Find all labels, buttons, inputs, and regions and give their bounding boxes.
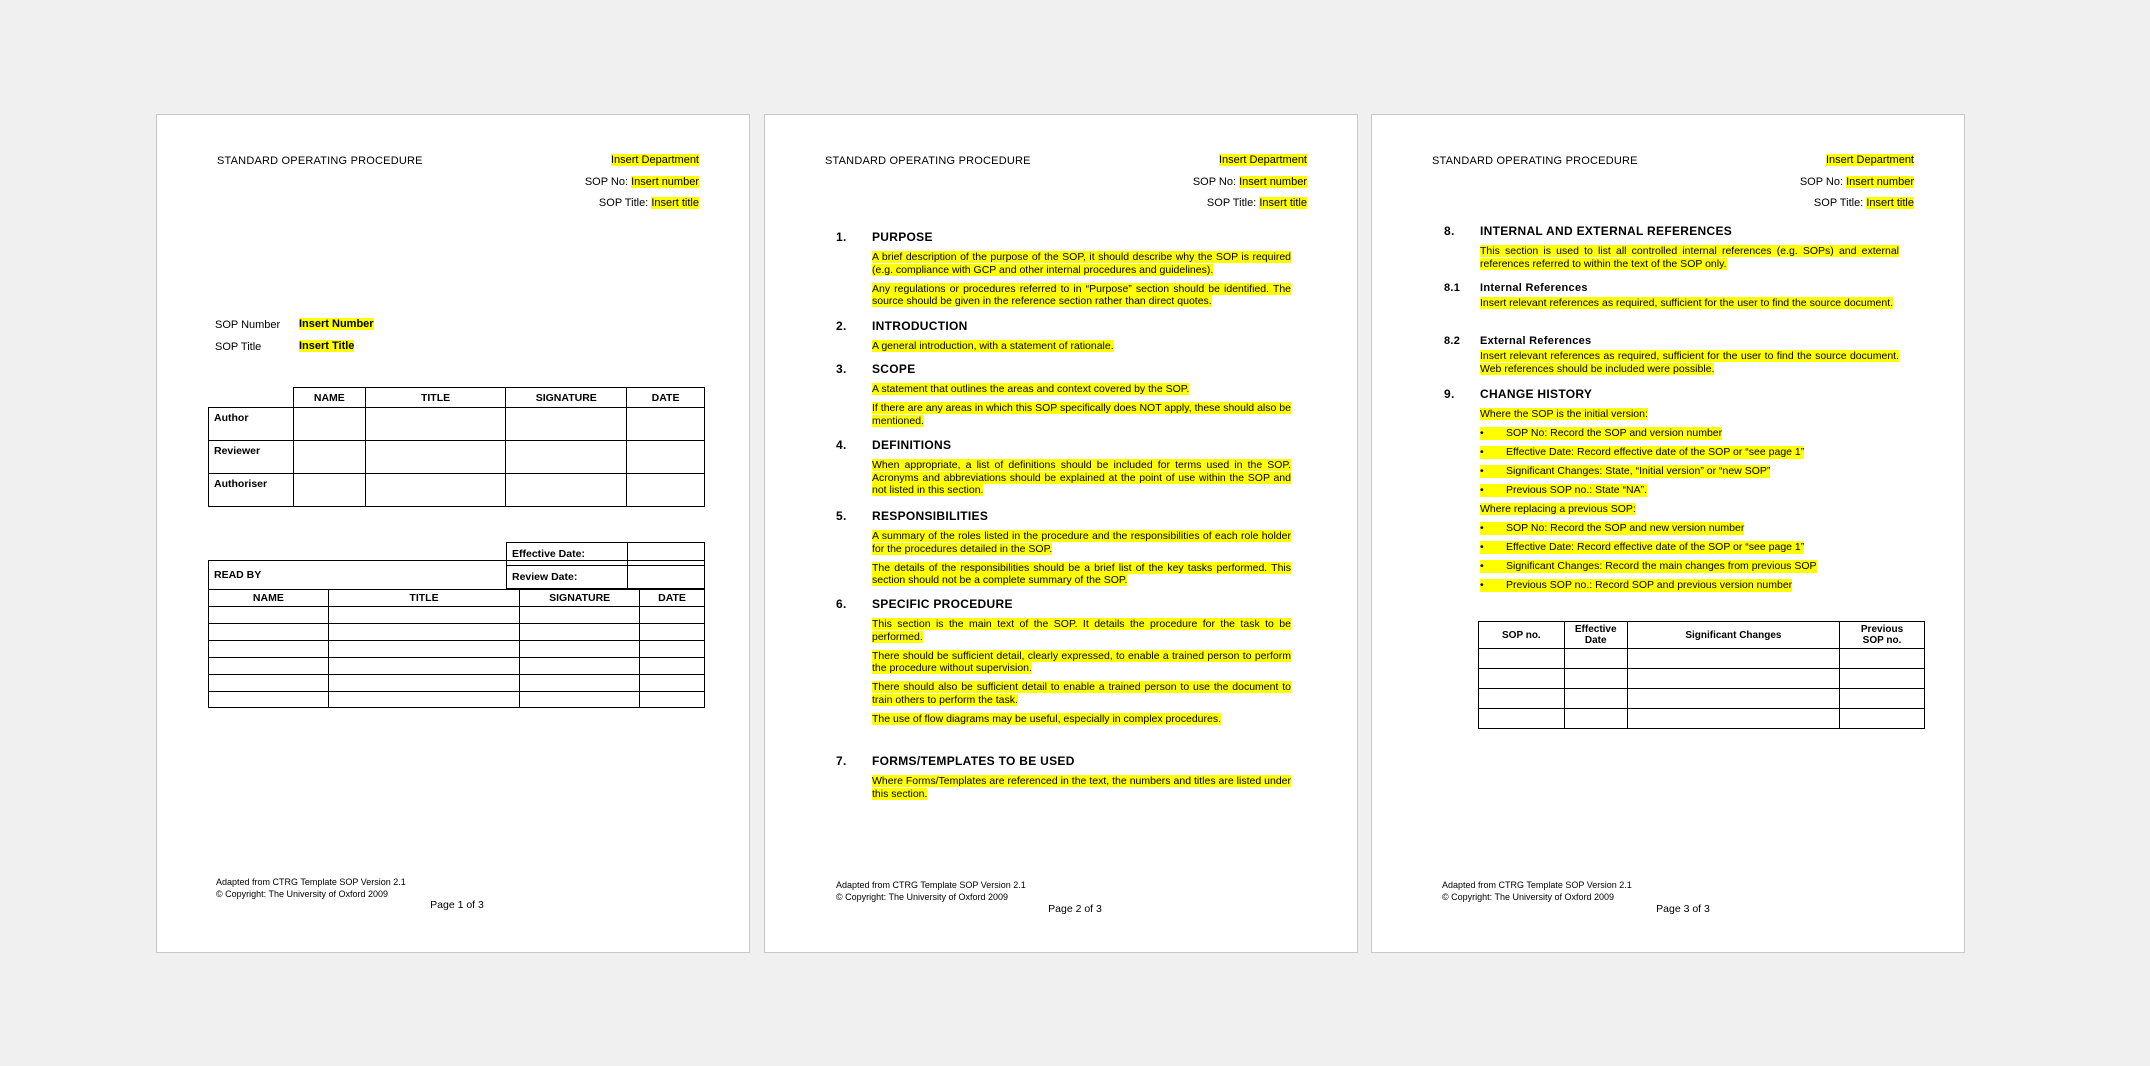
sop-title-field: Insert title (651, 197, 699, 209)
cell[interactable] (209, 624, 329, 641)
paragraph: When appropriate, a list of definitions should be included for terms used in the SOP. Acronyms and abbreviations should be explained at the point of use within the SOP and not listed in this section. (872, 459, 1291, 496)
department-field: Insert Department (1218, 154, 1307, 166)
bullet-icon: • (1480, 579, 1484, 591)
cell[interactable] (1479, 709, 1565, 729)
table-row (209, 675, 705, 692)
cell[interactable] (627, 474, 705, 507)
cell[interactable] (328, 692, 520, 708)
section-title: DEFINITIONS (872, 438, 952, 452)
row-label-author: Author (209, 408, 294, 441)
cell[interactable] (328, 658, 520, 675)
table-row (209, 624, 705, 641)
section-title: RESPONSIBILITIES (872, 509, 989, 523)
table-row (1479, 709, 1925, 729)
sop-title-label: SOP Title: (598, 197, 649, 209)
section-title: PURPOSE (872, 230, 933, 244)
cell[interactable] (520, 675, 640, 692)
section-title: INTERNAL AND EXTERNAL REFERENCES (1480, 224, 1733, 238)
cell[interactable] (627, 408, 705, 441)
list-item-text: Significant Changes: Record the main changes from previous SOP (1506, 560, 1817, 572)
sop-title-label: SOP Title: (1813, 197, 1864, 209)
sop-title-field: Insert title (1866, 197, 1914, 209)
read-by-table (208, 560, 705, 708)
list-item (1480, 427, 1722, 440)
section-number: 9. (1444, 387, 1455, 401)
section-purpose (836, 230, 1291, 314)
table-row (1479, 669, 1925, 689)
list-item (1480, 579, 1792, 592)
cell[interactable] (1840, 689, 1925, 709)
col-name: NAME (209, 590, 329, 607)
section-responsibilities (836, 509, 1291, 593)
list-item (1480, 465, 1770, 478)
page-1 (156, 114, 750, 953)
page-3 (1371, 114, 1965, 953)
section-title: INTRODUCTION (872, 319, 968, 333)
section-number: 6. (836, 597, 847, 611)
footer-adapted: Adapted from CTRG Template SOP Version 2.1 (1442, 880, 1632, 890)
cell[interactable] (506, 474, 627, 507)
section-change-history (1444, 387, 1899, 598)
paragraph: This section is the main text of the SOP. It details the procedure for the task to be performed. (872, 618, 1291, 643)
page-number: Page 1 of 3 (430, 899, 484, 911)
cell[interactable] (1479, 689, 1565, 709)
section-title: Internal References (1480, 282, 1588, 294)
section-references (1444, 224, 1899, 277)
table-row (209, 607, 705, 624)
bullet-icon: • (1480, 560, 1484, 572)
cell[interactable] (209, 658, 329, 675)
section-forms-templates (836, 754, 1291, 807)
bullet-icon: • (1480, 484, 1484, 496)
cell[interactable] (640, 675, 705, 692)
cell[interactable] (1479, 649, 1565, 669)
doc-header-info (585, 150, 699, 215)
cell[interactable] (1479, 669, 1565, 689)
cell[interactable] (209, 607, 329, 624)
sop-no-label: SOP No: (584, 175, 629, 188)
bullet-icon: • (1480, 465, 1484, 477)
section-external-references (1444, 334, 1899, 382)
cell[interactable] (520, 624, 640, 641)
col-effective-date: Effective Date (1564, 622, 1627, 649)
footer-credits (836, 879, 1026, 903)
cell[interactable] (640, 658, 705, 675)
cell[interactable] (209, 692, 329, 708)
cell[interactable] (520, 607, 640, 624)
change-history-table (1478, 621, 1925, 729)
bullet-list-initial (1444, 427, 1899, 497)
cell[interactable] (506, 408, 627, 441)
page-number: Page 2 of 3 (1048, 903, 1102, 915)
review-date-label: Review Date: (507, 566, 628, 589)
paragraph: This section is used to list all controlled internal references (e.g. SOPs) and external references referred to within the text of the SOP only. (1480, 245, 1899, 270)
col-name: NAME (293, 388, 365, 408)
section-specific-procedure (836, 597, 1291, 732)
cell[interactable] (293, 441, 365, 474)
section-number: 2. (836, 319, 847, 333)
paragraph: Where Forms/Templates are referenced in the text, the numbers and titles are listed under this section. (872, 775, 1291, 800)
page-2 (764, 114, 1358, 953)
col-significant-changes: Significant Changes (1627, 622, 1839, 649)
list-item (1480, 541, 1804, 554)
bullet-icon: • (1480, 446, 1484, 458)
sop-no-label: SOP No: (1192, 175, 1237, 188)
footer-credits (216, 876, 406, 900)
list-item-text: Effective Date: Record effective date of the SOP or “see page 1” (1506, 446, 1805, 458)
footer-adapted: Adapted from CTRG Template SOP Version 2.1 (216, 877, 406, 887)
page-number: Page 3 of 3 (1656, 903, 1710, 915)
list-item (1480, 560, 1817, 573)
footer-adapted: Adapted from CTRG Template SOP Version 2.1 (836, 880, 1026, 890)
paragraph: Any regulations or procedures referred to in “Purpose” section should be identified. The source should be given in the reference section rather than direct quotes. (872, 282, 1291, 307)
sop-title-field: Insert title (1259, 197, 1307, 209)
cell[interactable] (640, 692, 705, 708)
col-sop-no: SOP no. (1479, 622, 1565, 649)
cell[interactable] (1627, 689, 1839, 709)
col-date: DATE (627, 388, 705, 408)
approval-table (208, 387, 705, 507)
sop-title-label: SOP Title: (1206, 197, 1257, 209)
read-by-title: READ BY (209, 561, 705, 590)
section-number: 1. (836, 230, 847, 244)
col-date: DATE (640, 590, 705, 607)
paragraph: A summary of the roles listed in the procedure and the responsibilities of each role holder for the procedures detailed in the SOP. (872, 530, 1291, 555)
list-item (1480, 484, 1647, 497)
table-row (209, 641, 705, 658)
section-number: 3. (836, 362, 847, 376)
cell[interactable] (1627, 649, 1839, 669)
list-item-text: Effective Date: Record effective date of the SOP or “see page 1” (1506, 541, 1805, 553)
cell[interactable] (627, 441, 705, 474)
section-title: CHANGE HISTORY (1480, 387, 1593, 401)
sop-no-label: SOP No: (1799, 175, 1844, 188)
sop-no-field: Insert number (1239, 175, 1307, 188)
section-internal-references (1444, 281, 1899, 316)
col-signature: SIGNATURE (506, 388, 627, 408)
sop-title-label-p1: SOP Title (215, 341, 262, 353)
cell[interactable] (1840, 649, 1925, 669)
bullet-icon: • (1480, 427, 1484, 439)
row-label-reviewer: Reviewer (209, 441, 294, 474)
effective-date-label: Effective Date: (507, 543, 628, 566)
cell[interactable] (1840, 669, 1925, 689)
section-scope (836, 362, 1291, 434)
col-signature: SIGNATURE (520, 590, 640, 607)
table-row (209, 474, 705, 507)
bullet-list-replacing (1444, 522, 1899, 592)
cell[interactable] (328, 641, 520, 658)
paragraph: The use of flow diagrams may be useful, especially in complex procedures. (872, 712, 1222, 725)
cell[interactable] (1627, 669, 1839, 689)
sop-no-field: Insert number (1846, 175, 1914, 188)
doc-header-title: STANDARD OPERATING PROCEDURE (217, 155, 423, 167)
paragraph: The details of the responsibilities should be a brief list of the key tasks performed. This section should not be a complete summary of the SOP. (872, 561, 1291, 586)
section-title: External References (1480, 335, 1592, 347)
cell[interactable] (328, 624, 520, 641)
col-previous-sop-no: Previous SOP no. (1840, 622, 1925, 649)
cell[interactable] (293, 474, 365, 507)
footer-copyright: © Copyright: The University of Oxford 2009 (1442, 892, 1615, 902)
cell[interactable] (328, 607, 520, 624)
section-introduction (836, 319, 1291, 359)
doc-header-info (1193, 150, 1307, 215)
department-field: Insert Department (610, 154, 699, 166)
cell[interactable] (520, 641, 640, 658)
bullet-icon: • (1480, 541, 1484, 553)
cell[interactable] (293, 408, 365, 441)
table-row (1479, 689, 1925, 709)
cell[interactable] (1564, 709, 1627, 729)
paragraph: A brief description of the purpose of the SOP, it should describe why the SOP is required (e.g. compliance with GCP and other internal procedures and guidelines). (872, 251, 1291, 276)
paragraph: If there are any areas in which this SOP specifically does NOT apply, these should also be mentioned. (872, 402, 1291, 427)
footer-copyright: © Copyright: The University of Oxford 2009 (216, 889, 389, 899)
footer-credits (1442, 879, 1632, 903)
paragraph: There should be sufficient detail, clearly expressed, to enable a trained person to perform the procedure without supervision. (872, 649, 1291, 674)
cell[interactable] (1564, 689, 1627, 709)
sop-title-value-p1: Insert Title (299, 340, 355, 352)
list-item (1480, 446, 1804, 459)
sop-number-label: SOP Number (215, 319, 281, 331)
sop-no-field: Insert number (631, 175, 699, 188)
list-item-text: Previous SOP no.: Record SOP and previous version number (1506, 579, 1793, 591)
paragraph: Where replacing a previous SOP: (1480, 503, 1636, 515)
cell[interactable] (1627, 709, 1839, 729)
section-number: 8.1 (1444, 282, 1461, 294)
cell[interactable] (209, 675, 329, 692)
list-item-text: Significant Changes: State, “Initial version” or “new SOP” (1506, 465, 1771, 477)
list-item (1480, 522, 1744, 535)
doc-header-title: STANDARD OPERATING PROCEDURE (1432, 155, 1638, 167)
col-title: TITLE (365, 388, 506, 408)
cell[interactable] (209, 641, 329, 658)
section-number: 4. (836, 438, 847, 452)
section-number: 7. (836, 754, 847, 768)
table-row (209, 408, 705, 441)
paragraph: A statement that outlines the areas and context covered by the SOP. (872, 383, 1190, 395)
doc-header-title: STANDARD OPERATING PROCEDURE (825, 155, 1031, 167)
table-row (209, 658, 705, 675)
section-number: 8. (1444, 224, 1455, 238)
cell[interactable] (1564, 669, 1627, 689)
sop-number-value: Insert Number (299, 318, 374, 330)
cell[interactable] (520, 692, 640, 708)
list-item-text: SOP No: Record the SOP and version number (1506, 427, 1723, 439)
cell[interactable] (1564, 649, 1627, 669)
cell[interactable] (506, 441, 627, 474)
doc-header-info (1800, 150, 1914, 215)
paragraph: Where the SOP is the initial version: (1480, 408, 1648, 420)
section-title: SPECIFIC PROCEDURE (872, 597, 1013, 611)
footer-copyright: © Copyright: The University of Oxford 2009 (836, 892, 1009, 902)
section-title: SCOPE (872, 362, 916, 376)
paragraph: A general introduction, with a statement of rationale. (872, 340, 1114, 352)
col-title: TITLE (328, 590, 520, 607)
paragraph: There should also be sufficient detail to enable a trained person to use the document to train others to perform the task. (872, 681, 1291, 706)
section-definitions (836, 438, 1291, 503)
row-label-authoriser: Authoriser (209, 474, 294, 507)
cell[interactable] (520, 658, 640, 675)
list-item-text: Previous SOP no.: State “NA”. (1506, 484, 1648, 496)
table-row (209, 441, 705, 474)
section-title: FORMS/TEMPLATES TO BE USED (872, 754, 1075, 768)
table-row (1479, 649, 1925, 669)
cell[interactable] (640, 641, 705, 658)
table-row (209, 692, 705, 708)
cell[interactable] (365, 408, 506, 441)
cell[interactable] (1840, 709, 1925, 729)
list-item-text: SOP No: Record the SOP and new version number (1506, 522, 1745, 534)
cell[interactable] (365, 474, 506, 507)
section-number: 5. (836, 509, 847, 523)
paragraph: Insert relevant references as required, sufficient for the user to find the source document. Web references should be included were possible. (1480, 350, 1899, 375)
paragraph: Insert relevant references as required, sufficient for the user to find the source document. (1480, 297, 1894, 309)
cell[interactable] (328, 675, 520, 692)
cell[interactable] (365, 441, 506, 474)
department-field: Insert Department (1825, 154, 1914, 166)
cell[interactable] (640, 607, 705, 624)
section-number: 8.2 (1444, 335, 1461, 347)
cell[interactable] (640, 624, 705, 641)
bullet-icon: • (1480, 522, 1484, 534)
